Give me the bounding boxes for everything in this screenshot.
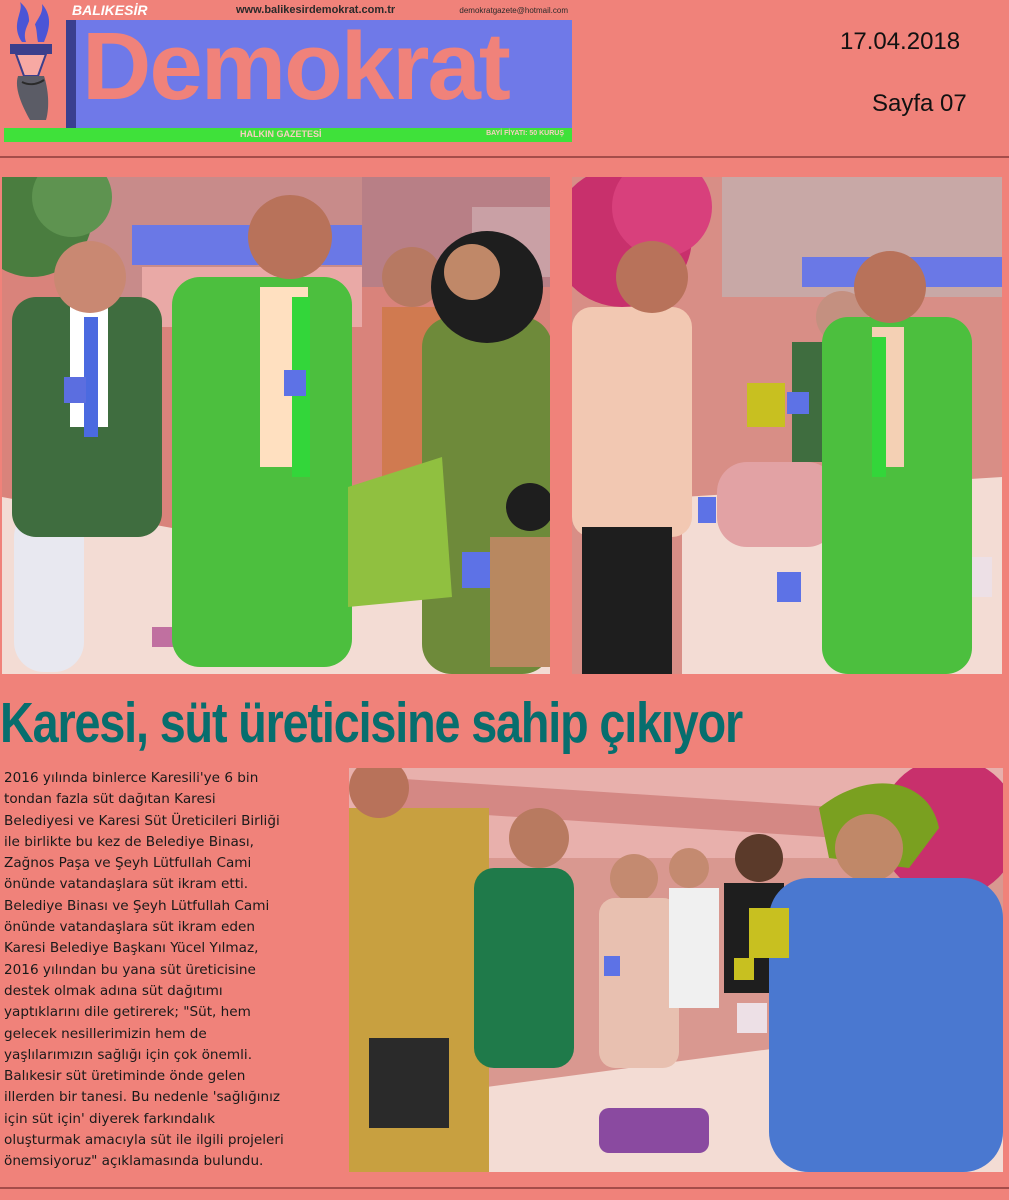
logo-side-bar — [66, 20, 76, 128]
article-line: Karesi Belediye Başkanı Yücel Yılmaz, — [4, 940, 259, 957]
article-line: yaptıklarını dile getirerek; "Süt, hem — [4, 1004, 251, 1021]
article-line: destek olmak adına süt dağıtımı — [4, 982, 223, 999]
website-link[interactable]: www.balikesirdemokrat.com.tr — [236, 4, 396, 16]
article-line: ile birlikte bu kez de Belediye Binası, — [4, 833, 254, 850]
article-line: için süt için' diyerek farkındalık — [4, 1110, 216, 1127]
article-line: 2016 yılında binlerce Karesili'ye 6 bin — [4, 770, 259, 786]
article-line: önünde vatandaşlara süt ikram etti. — [4, 876, 249, 893]
article-line: illerden bir tanesi. Bu nedenle 'sağlığınız — [4, 1089, 281, 1106]
article-line: 2016 yılından bu yana süt üreticisine — [4, 961, 256, 978]
photo-milk-distribution — [349, 768, 1003, 1172]
newspaper-title: Demokrat — [82, 13, 509, 120]
article-line: tondan fazla süt dağıtan Karesi — [4, 791, 216, 808]
article-line: Balıkesir süt üretiminde önde gelen — [4, 1068, 246, 1085]
article-body — [4, 768, 344, 1173]
logo-block — [66, 13, 572, 128]
article-line: oluşturmak amacıyla süt ile ilgili projeleri — [4, 1132, 284, 1149]
footer-divider — [0, 1187, 1009, 1189]
masthead — [4, 2, 572, 142]
headline: Karesi, süt üreticisine sahip çıkıyor — [0, 691, 743, 755]
article-line: yaşlılarımızın sağlığı için çok önemli. — [4, 1046, 253, 1063]
torch-icon — [4, 2, 66, 126]
tagline-strip — [4, 128, 572, 142]
email-link[interactable]: demokratgazete@hotmail.com — [459, 6, 568, 15]
article-line: Belediyesi ve Karesi Süt Üreticileri Birliği — [4, 812, 280, 829]
article-line: Zağnos Paşa ve Şeyh Lütfullah Cami — [4, 855, 252, 872]
article-line: önemsiyoruz" açıklamasında bulundu. — [4, 1153, 264, 1170]
city-label: BALIKESİR — [72, 2, 148, 18]
article-line: önünde vatandaşlara süt ikram eden — [4, 919, 255, 936]
photo-mayor-serving-milk — [572, 177, 1002, 674]
article-line: gelecek nesillerimizin hem de — [4, 1025, 207, 1042]
issue-date: 17.04.2018 — [840, 28, 961, 55]
header-divider — [0, 156, 1009, 158]
page-number: Sayfa 07 — [872, 90, 967, 117]
photo-mayor-with-citizens — [2, 177, 550, 674]
tagline: HALKIN GAZETESİ — [240, 129, 322, 139]
article-line: Belediye Binası ve Şeyh Lütfullah Cami — [4, 897, 270, 914]
price-label: BAYİ FİYATI: 50 KURUŞ — [486, 130, 564, 137]
